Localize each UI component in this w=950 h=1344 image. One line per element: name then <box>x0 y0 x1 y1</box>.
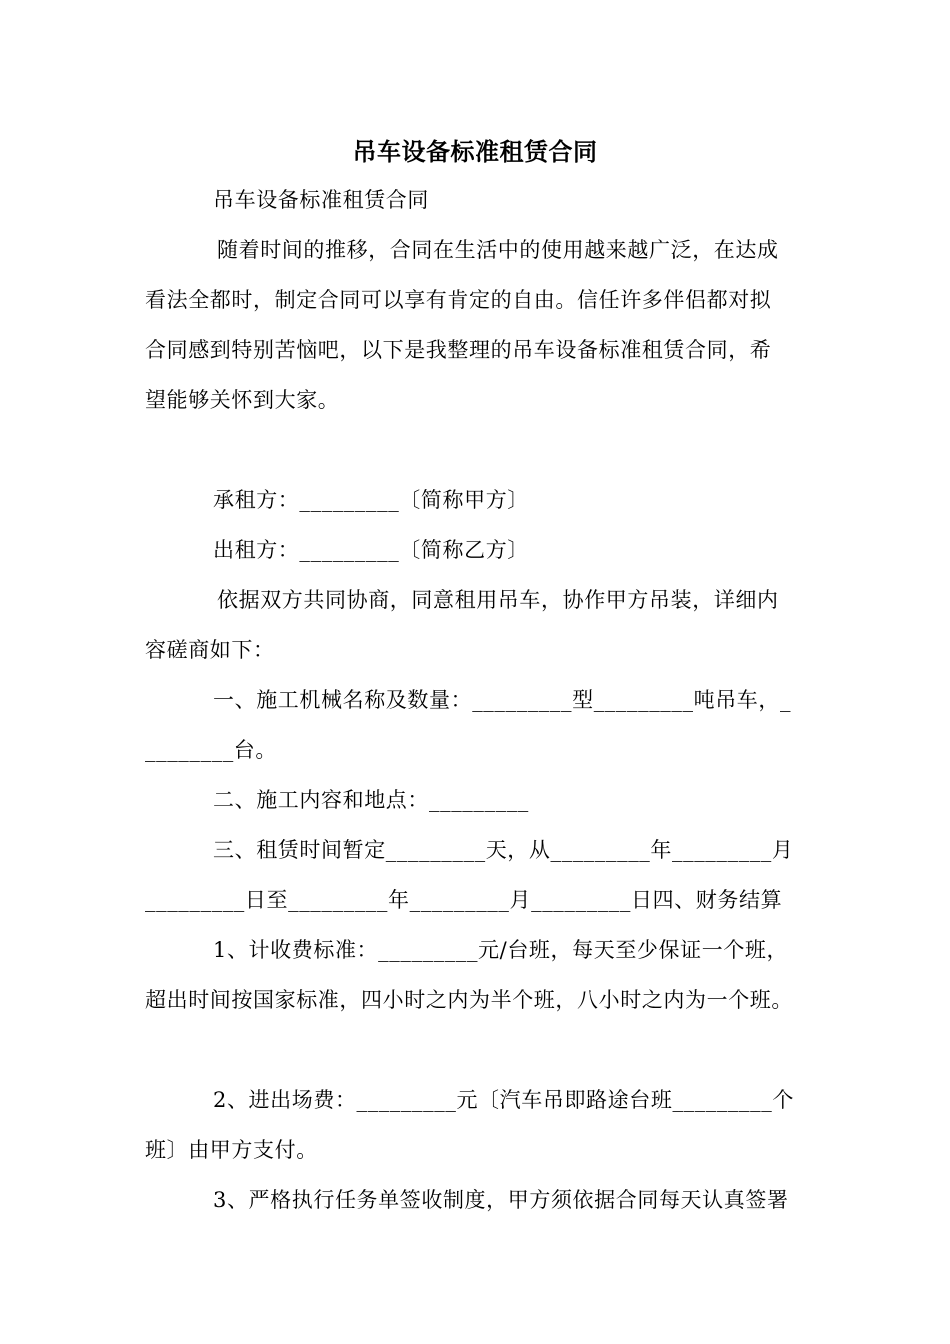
clause-line: 超出时间按国家标准，四小时之内为半个班，八小时之内为一个班。 <box>145 988 793 1012</box>
lessee-line: 承租方：_________〔简称甲方〕 <box>213 488 529 512</box>
lessor-line: 出租方：_________〔简称乙方〕 <box>213 538 529 562</box>
clause-line: ________台。 <box>145 738 277 762</box>
paragraph-line: 看法全都时，制定合同可以享有肯定的自由。信任许多伴侣都对拟 <box>145 288 772 312</box>
paragraph-line: 容磋商如下： <box>145 638 275 662</box>
clause-line: 三、租赁时间暂定_________天，从_________年_________月 <box>213 838 794 862</box>
clause-line: 2、进出场费：_________元〔汽车吊即路途台班_________个 <box>213 1088 794 1112</box>
subtitle-line: 吊车设备标准租赁合同 <box>213 188 429 212</box>
clause-line: 班〕由甲方支付。 <box>145 1138 318 1162</box>
clause-line: 一、施工机械名称及数量：_________型_________吨吊车，_ <box>213 688 792 712</box>
paragraph-line: 望能够关怀到大家。 <box>145 388 340 412</box>
paragraph-line: 合同感到特别苦恼吧，以下是我整理的吊车设备标准租赁合同，希 <box>145 338 772 362</box>
clause-line: 3、严格执行任务单签收制度，甲方须依据合同每天认真签署 <box>213 1188 789 1212</box>
clause-line: _________日至_________年_________月_________日四、财务结算 <box>145 888 783 912</box>
paragraph-line: 依据双方共同协商，同意租用吊车，协作甲方吊装，详细内 <box>217 588 779 612</box>
paragraph-line: 随着时间的推移，合同在生活中的使用越来越广泛，在达成 <box>217 238 779 262</box>
clause-line: 二、施工内容和地点：_________ <box>213 788 529 812</box>
clause-line: 1、计收费标准：_________元/台班，每天至少保证一个班， <box>213 938 789 962</box>
document-title: 吊车设备标准租赁合同 <box>352 137 598 166</box>
